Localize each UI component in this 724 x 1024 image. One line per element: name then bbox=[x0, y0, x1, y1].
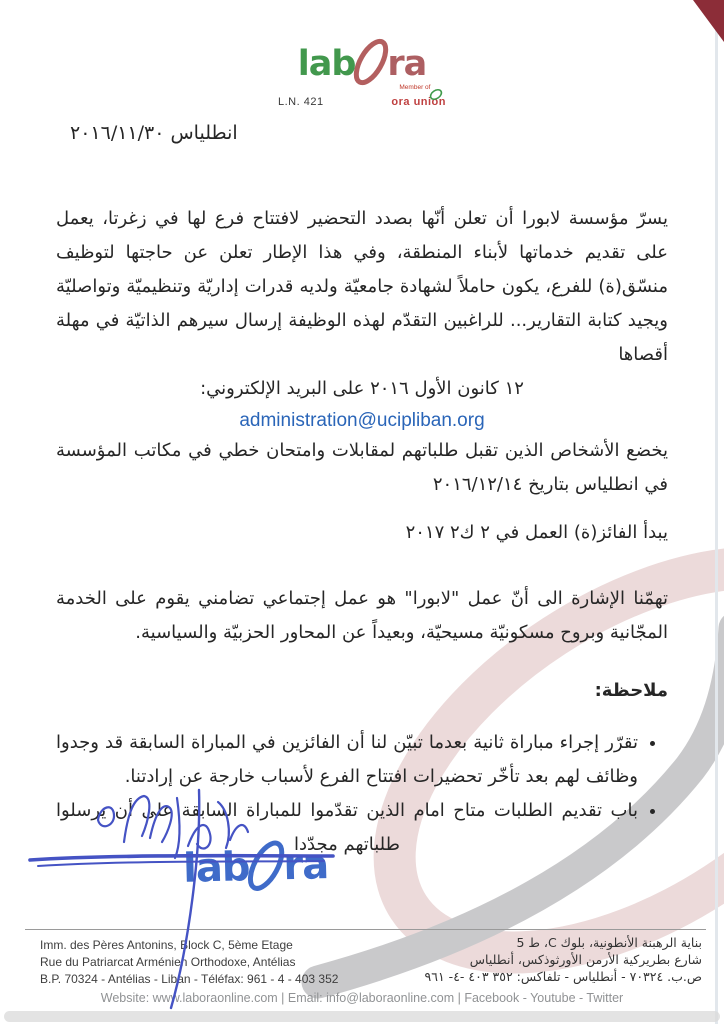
footer-fr-line3: B.P. 70324 - Antélias - Liban - Téléfax: 961 - 4 - 403 352 bbox=[40, 972, 339, 986]
footer-address-arabic bbox=[425, 934, 702, 985]
note-item: • باب تقديم الطلبات متاح امام الذين تقدّموا للمباراة السابقة على أن يرسلوا طلباتهم مجدّدا bbox=[56, 794, 638, 862]
letter-date: انطلياس ٢٠١٦/١١/٣٠ bbox=[70, 122, 238, 144]
note-heading: ملاحظة: bbox=[594, 680, 668, 701]
footer-ar-line1: بناية الرهبنة الأنطونية، بلوك C، ط 5 bbox=[516, 935, 702, 950]
deadline-line: ١٢ كانون الأول ٢٠١٦ على البريد الإلكتروني: bbox=[200, 378, 524, 399]
footer-fr-line2: Rue du Patriarcat Arménien Orthodoxe, Antélias bbox=[40, 955, 296, 969]
paragraph-start-date: يبدأ الفائز(ة) العمل في ٢ ك٢ ٢٠١٧ bbox=[405, 522, 668, 543]
license-number: L.N. 421 bbox=[278, 95, 324, 108]
ora-union-label: ora union bbox=[391, 95, 446, 108]
corner-accent-triangle bbox=[693, 0, 724, 42]
logo-ellipse-o-icon bbox=[353, 36, 389, 88]
email-link[interactable]: administration@ucipliban.org bbox=[239, 410, 485, 431]
scan-bottom-shadow bbox=[4, 1011, 720, 1022]
labora-wordmark bbox=[278, 36, 446, 82]
logo-text-lab: lab bbox=[297, 44, 356, 84]
paragraph-announcement: يسرّ مؤسسة لابورا أن تعلن أنّها بصدد التحضير لافتتاح فرع لها في زغرتا، يعمل على تقديم خدماتها لأبناء المنطقة، وفي هذا الإطار تعلن عن حاجتها لتوظيف منسّق(ة) للفرع، يكون حاملاً لشهادة جامعيّة ولديه قدرات إداريّة وتنظيميّة وتواصليّة ويجيد كتابة التقارير... للراغبين التقدّم لهذه الوظيفة إرسال سيرهم الذاتيّة في مهلة أقصاها bbox=[56, 208, 668, 365]
letter-body bbox=[56, 202, 668, 862]
footer-divider bbox=[25, 929, 706, 930]
paragraph-interviews: يخضع الأشخاص الذين تقبل طلباتهم لمقابلات وامتحان خطي في مكاتب المؤسسة في انطلياس بتاريخ ٢٠١٦/١٢/١٤ bbox=[56, 440, 668, 495]
labora-stamp bbox=[182, 836, 329, 892]
stamp-text-ra: ra bbox=[282, 842, 329, 890]
note-item: • تقرّر إجراء مباراة ثانية بعدما تبيّن لنا أن الفائزين في المباراة السابقة قد وجدوا وظائف لهم بعد تأخّر تحضيرات افتتاح الفرع لأسباب خارجة عن إرادتنا. bbox=[56, 726, 638, 794]
stamp-ellipse-o-icon bbox=[246, 837, 287, 894]
member-of-label: Member of bbox=[399, 84, 431, 91]
footer-ar-line2: شارع بطريركية الأرمن الأورثوذكس، أنطلياس bbox=[469, 952, 702, 967]
contact-strip: Website: www.laboraonline.com | Email: info@laboraonline.com | Facebook - Youtube - Twitter bbox=[100, 991, 624, 1005]
logo-text-ra: ra bbox=[387, 44, 427, 84]
labora-logo bbox=[278, 36, 446, 108]
paragraph-mission: تهمّنا الإشارة الى أنّ عمل "لابورا" هو عمل إجتماعي تضامني يقوم على الخدمة المجّانية وبروح مسكونيّة مسيحيّة، وبعيداً عن المحاور الحزبيّة والسياسية. bbox=[56, 588, 668, 643]
footer-address-french bbox=[40, 937, 338, 988]
note-list bbox=[56, 726, 668, 862]
email-line bbox=[56, 408, 668, 434]
footer-fr-line1: Imm. des Pères Antonins, Block C, 5ème Etage bbox=[40, 938, 293, 952]
stamp-text-lab: lab bbox=[182, 844, 251, 892]
ora-union-badge bbox=[391, 85, 446, 108]
union-ellipse-icon bbox=[428, 88, 444, 101]
footer-ar-line3: ص.ب. ٧٠٣٢٤ - أنطلياس - تلفاكس: ٣٥٢ ٤٠٣ -٤- ٩٦١ bbox=[424, 969, 702, 984]
scan-edge-line bbox=[715, 0, 718, 1024]
